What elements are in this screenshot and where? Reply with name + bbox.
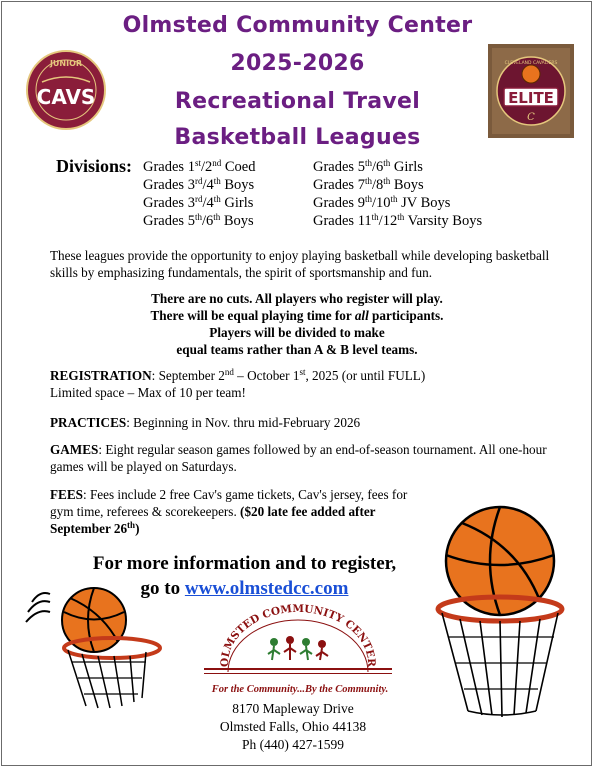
division-item: Grades 1st/2nd Coed: [143, 158, 256, 175]
basketball-hoop-left-icon: [22, 582, 172, 712]
address-city: Olmsted Falls, Ohio 44138: [219, 719, 367, 734]
svg-text:CAVS: CAVS: [36, 85, 96, 109]
no-cuts-notice: [47, 290, 547, 358]
division-item: Grades 3rd/4th Girls: [143, 194, 254, 211]
basketball-hoop-right-icon: [428, 505, 573, 720]
register-link-line: go to www.olmstedcc.com: [140, 578, 349, 599]
more-info-line: For more information and to register,: [92, 553, 397, 574]
olmsted-cc-logo: [198, 600, 398, 684]
title-line-1: Olmsted Community Center: [122, 13, 473, 38]
svg-text:ELITE: ELITE: [508, 89, 554, 107]
svg-text:C: C: [527, 112, 535, 123]
title-line-2: 2025-2026: [230, 51, 365, 76]
registration-info: REGISTRATION: September 2nd – October 1st, 2025 (or until FULL) Limited space – Max of 10 per team!: [50, 367, 550, 401]
games-info: GAMES: Eight regular season games followed by an end-of-season tournament. All one-hour games will be played on Saturdays.: [50, 442, 547, 474]
community-tagline: For the Community...By the Community.: [211, 684, 389, 695]
no-cuts-line: There are no cuts. All players who register will play.: [151, 291, 443, 306]
fees-info: FEES: Fees include 2 free Cav's game tickets, Cav's jersey, fees for gym time, referees & scorekeepers. ($20 late fee added after September 26th): [50, 487, 408, 536]
cavs-elite-logo: [488, 44, 574, 138]
division-item: Grades 5th/6th Girls: [313, 158, 423, 175]
title-line-3: Recreational Travel: [174, 89, 421, 114]
divisions-column-1: [143, 158, 255, 230]
svg-text:CLEVELAND CAVALIERS: CLEVELAND CAVALIERS: [504, 61, 558, 66]
no-cuts-line: equal teams rather than A & B level teams.: [176, 342, 418, 357]
practices-info: PRACTICES: Beginning in Nov. thru mid-February 2026: [50, 415, 361, 430]
intro-paragraph: These leagues provide the opportunity to enjoy playing basketball while developing basketball skills by emphasizing fundamentals, the spirit of sportsmanship and fun.: [50, 248, 550, 280]
title-line-4: Basketball Leagues: [174, 125, 421, 150]
phone-number: Ph (440) 427-1599: [242, 737, 344, 752]
address-street: 8170 Mapleway Drive: [232, 701, 354, 716]
no-cuts-line: Players will be divided to make: [209, 325, 385, 340]
division-item: Grades 9th/10th JV Boys: [313, 194, 451, 211]
division-item: Grades 3rd/4th Boys: [143, 176, 255, 193]
division-item: Grades 5th/6th Boys: [143, 212, 254, 229]
registration-limit: Limited space – Max of 10 per team!: [50, 385, 246, 400]
website-link[interactable]: www.olmstedcc.com: [184, 578, 349, 599]
no-cuts-line: There will be equal playing time for all participants.: [150, 308, 444, 323]
divisions-column-2: [313, 158, 482, 230]
division-item: Grades 7th/8th Boys: [313, 176, 424, 193]
divisions-label: Divisions:: [56, 156, 133, 176]
svg-text:OLMSTED COMMUNITY CENTER: OLMSTED COMMUNITY CENTER: [218, 602, 378, 668]
junior-cavs-logo: [24, 42, 108, 138]
svg-text:JUNIOR: JUNIOR: [49, 59, 83, 68]
division-item: Grades 11th/12th Varsity Boys: [313, 212, 483, 229]
